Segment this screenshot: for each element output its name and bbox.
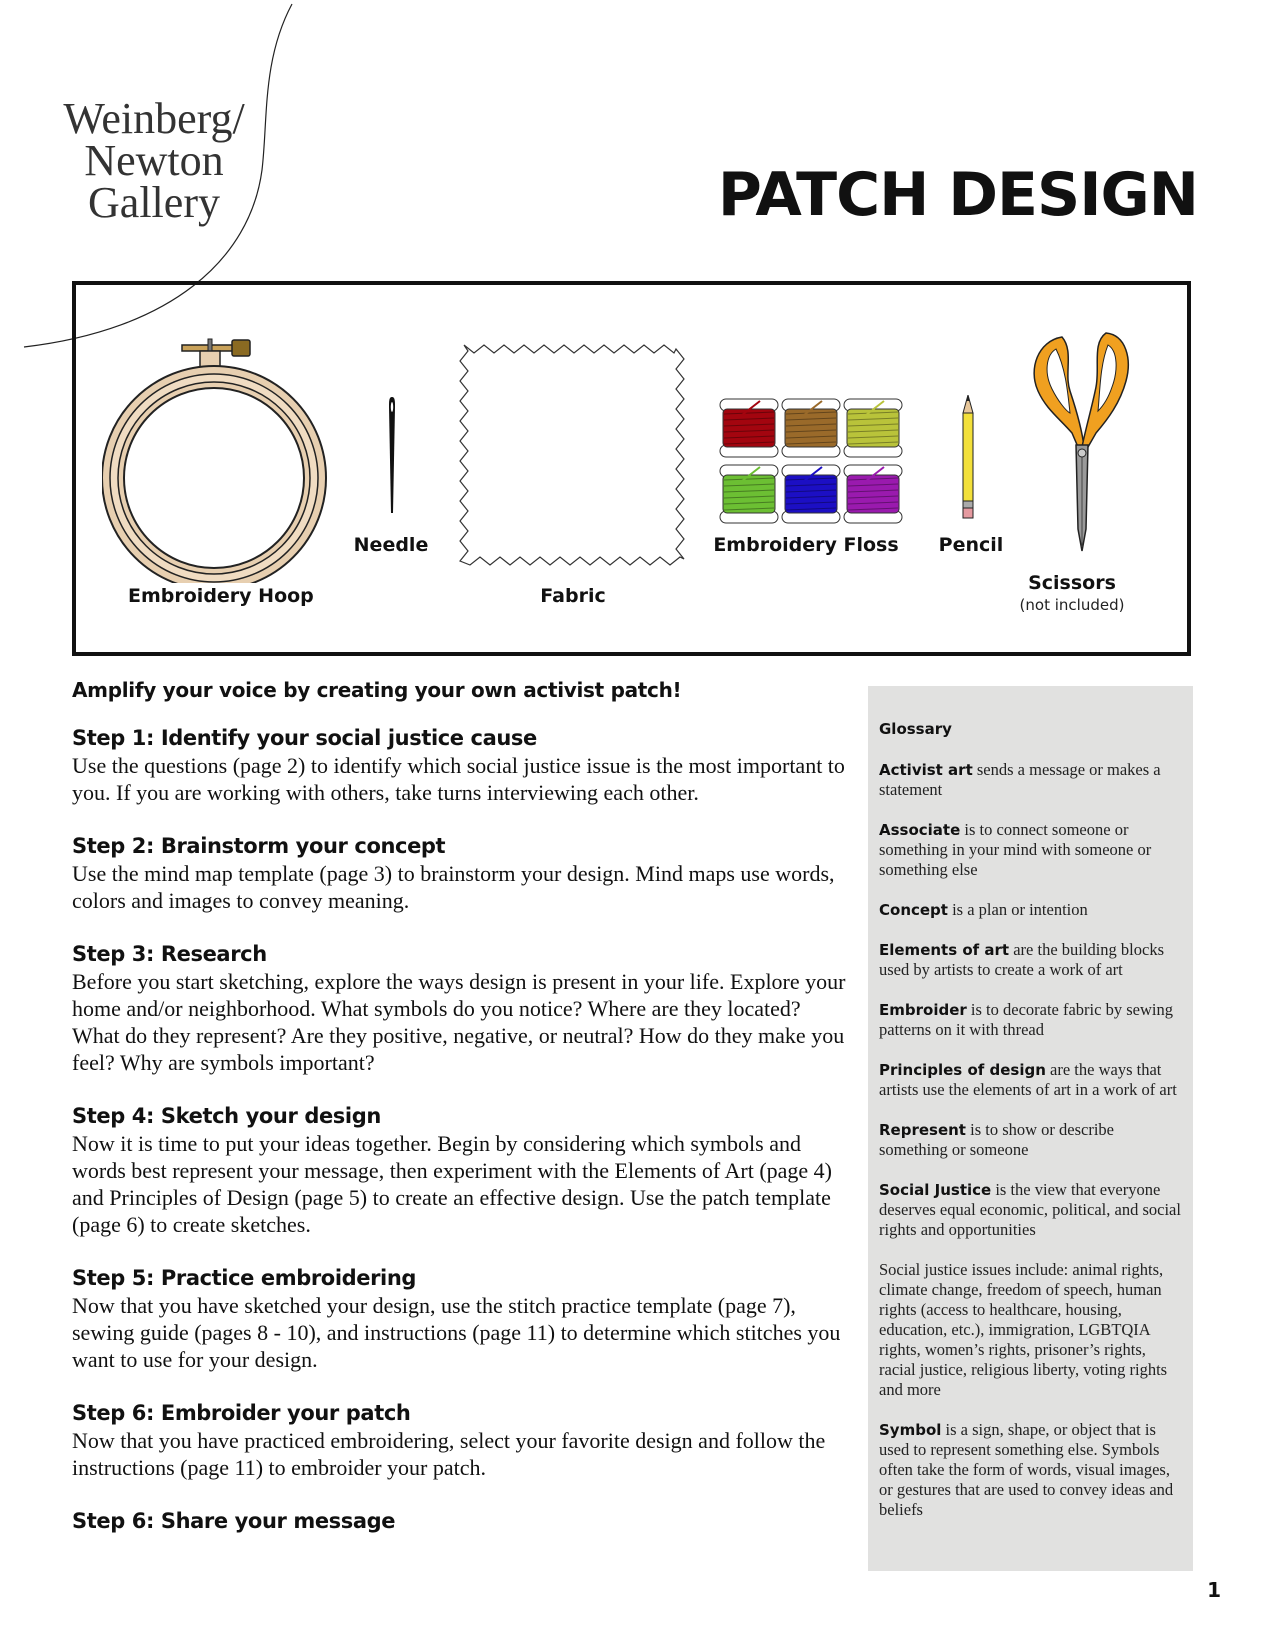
needle-label: Needle (353, 534, 429, 556)
glossary-item (879, 900, 1181, 920)
logo-line-3: Gallery (88, 178, 220, 227)
hoop-label: Embroidery Hoop (128, 585, 314, 607)
glossary-panel (868, 686, 1193, 1571)
glossary-definition: sends a message or makes a statement (879, 760, 1161, 799)
glossary-definition: is a sign, shape, or object that is used to represent something else. Symbols often take the form of words, visual images, or gestures that are used to convey ideas and beliefs (879, 1420, 1174, 1519)
step-text: Now that you have practiced embroidering, select your favorite design and follow the instructions (page 11) to embroider your patch. (72, 1428, 826, 1480)
needle-icon (386, 395, 398, 515)
instructions (72, 678, 852, 1561)
embroidery-hoop-icon (102, 313, 352, 583)
glossary-item (879, 1000, 1181, 1040)
step-title: Step 6: Share your message (72, 1509, 396, 1533)
glossary-term: Elements of art (879, 941, 1010, 959)
glossary-item (879, 1420, 1181, 1520)
step-title: Step 5: Practice embroidering (72, 1266, 417, 1290)
glossary-item (879, 1120, 1181, 1160)
materials-box (72, 281, 1191, 656)
glossary-definition: is to decorate fabric by sewing patterns on it with thread (879, 1000, 1173, 1039)
floss-skein (782, 465, 840, 523)
glossary-heading: Glossary (879, 720, 952, 738)
step-text: Before you start sketching, explore the ways design is present in your life. Explore your home and/or neighborhood. What symbols do you notice? Where are they located? What do they represent? Are they positive, negative, or neutral? How do they make you feel? Why are symbols important? (72, 969, 846, 1075)
glossary-definition: Social justice issues include: animal rights, climate change, freedom of speech, human rights (access to healthcare, housing, education, etc.), immigration, LGBTQIA rights, women’s rights, prisoner’s rights, racial justice, religious liberty, voting rights and more (879, 1260, 1168, 1399)
step-title: Step 1: Identify your social justice cause (72, 726, 537, 750)
floss-skein (720, 399, 778, 457)
glossary-item (879, 760, 1181, 800)
floss-skein (782, 399, 840, 457)
logo-line-2: Newton (84, 136, 224, 185)
step-2 (72, 832, 852, 914)
glossary-definition: is to show or describe something or someone (879, 1120, 1115, 1159)
scissors-note: (not included) (1019, 596, 1125, 614)
glossary-definition: are the building blocks used by artists to create a work of art (879, 940, 1164, 979)
glossary-definition: is a plan or intention (947, 900, 1088, 919)
step-4 (72, 1102, 852, 1238)
glossary-term: Embroider (879, 1001, 967, 1019)
glossary-item (879, 940, 1181, 980)
glossary-term: Activist art (879, 761, 973, 779)
page-number: 1 (1207, 1578, 1221, 1602)
step-title: Step 4: Sketch your design (72, 1104, 381, 1128)
step-7 (72, 1507, 852, 1535)
pencil-icon (961, 395, 975, 520)
floss-skein (844, 465, 902, 523)
page-title: PATCH DESIGN (717, 160, 1198, 230)
glossary-item (879, 1180, 1181, 1240)
step-3 (72, 940, 852, 1076)
glossary-definition: is to connect someone or something in your mind with someone or something else (879, 820, 1152, 879)
floss-skein (844, 399, 902, 457)
fabric-label: Fabric (540, 585, 606, 607)
intro-text: Amplify your voice by creating your own activist patch! (72, 678, 682, 702)
glossary-definition: is the view that everyone deserves equal economic, political, and social rights and opportunities (879, 1180, 1181, 1239)
step-text: Use the mind map template (page 3) to brainstorm your design. Mind maps use words, colors and images to convey meaning. (72, 861, 835, 913)
fabric-icon (458, 343, 686, 567)
step-text: Use the questions (page 2) to identify which social justice issue is the most important to you. If you are working with others, take turns interviewing each other. (72, 753, 845, 805)
pencil-label: Pencil (938, 534, 1004, 556)
glossary-item (879, 1060, 1181, 1100)
logo-line-1: Weinberg/ (63, 94, 245, 143)
glossary-term: Associate (879, 821, 961, 839)
floss-skein (720, 465, 778, 523)
glossary-term: Social Justice (879, 1181, 992, 1199)
glossary-definition: are the ways that artists use the elements of art in a work of art (879, 1060, 1177, 1099)
glossary-term: Concept (879, 901, 948, 919)
step-6 (72, 1399, 852, 1481)
glossary-term: Represent (879, 1121, 966, 1139)
glossary-item (879, 820, 1181, 880)
glossary-term: Principles of design (879, 1061, 1046, 1079)
glossary-item (879, 1260, 1181, 1400)
gallery-logo (44, 94, 264, 227)
scissors-icon (1016, 329, 1146, 559)
step-title: Step 6: Embroider your patch (72, 1401, 411, 1425)
step-text: Now that you have sketched your design, use the stitch practice template (page 7), sewing guide (pages 8 - 10), and instructions (page 11) to determine which stitches you want to use for your design. (72, 1293, 841, 1372)
embroidery-floss-icon (716, 395, 906, 535)
step-text: Now it is time to put your ideas together. Begin by considering which symbols and words best represent your message, then experiment with the Elements of Art (page 4) and Principles of Design (page 5) to create an effective design. Use the patch template (page 6) to create sketches. (72, 1131, 832, 1237)
step-title: Step 2: Brainstorm your concept (72, 834, 446, 858)
floss-label: Embroidery Floss (713, 534, 899, 556)
scissors-label: Scissors (1028, 572, 1116, 594)
step-title: Step 3: Research (72, 942, 267, 966)
glossary-term: Symbol (879, 1421, 942, 1439)
step-1 (72, 724, 852, 806)
step-5 (72, 1264, 852, 1373)
